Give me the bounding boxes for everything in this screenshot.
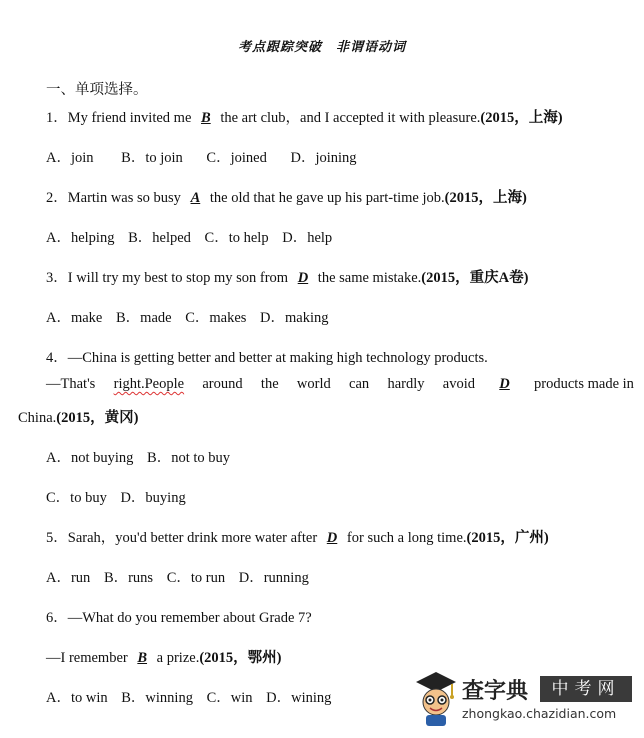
word: the: [260, 376, 279, 392]
question-source: (2015，鄂州): [199, 650, 282, 666]
option-d: D．running: [238, 570, 309, 586]
word: hardly: [387, 376, 425, 392]
answer-blank: D: [499, 376, 510, 392]
word: —That's: [46, 376, 96, 392]
option-c: C．to help: [204, 230, 269, 246]
page-title: 考点跟踪突破 非谓语动词: [237, 39, 406, 54]
question-3: [46, 266, 528, 287]
section-heading: 一、单项选择。: [46, 82, 148, 98]
answer-blank: A: [190, 190, 201, 206]
question-text-post: a prize.: [153, 650, 200, 666]
option-a: A．run: [46, 570, 91, 586]
word: world: [296, 376, 331, 392]
word: around: [202, 376, 243, 392]
question-1-options: [46, 146, 367, 167]
question-2-options: [46, 226, 342, 247]
question-text-pre: I will try my best to stop my son from: [67, 270, 292, 286]
logo-box-text: 中考网: [540, 676, 632, 702]
word: can: [349, 376, 370, 392]
option-b: B．to join: [121, 150, 183, 166]
answer-blank: B: [201, 110, 211, 126]
option-d: D．making: [260, 310, 329, 326]
question-source: (2015，上海): [480, 110, 563, 126]
question-5-options: [46, 566, 319, 587]
question-6-options: [46, 686, 341, 707]
question-4-options-row-1: [46, 446, 240, 467]
question-source: (2015，上海): [444, 190, 527, 206]
option-a: A．not buying: [46, 450, 134, 466]
question-text-pre: My friend invited me: [67, 110, 196, 126]
question-text-post: the same mistake.: [314, 270, 422, 286]
answer-blank: D: [297, 270, 309, 286]
question-6: [46, 606, 312, 627]
option-a: A．helping: [46, 230, 115, 246]
option-c: C．to run: [166, 570, 226, 586]
option-c: C．makes: [185, 310, 247, 326]
question-number: 6．: [46, 610, 68, 626]
question-text-post: the old that he gave up his part-time job.: [206, 190, 445, 206]
option-b: B．not to buy: [147, 450, 231, 466]
option-d: D．joining: [290, 150, 357, 166]
graduate-mascot-icon: [414, 670, 458, 728]
question-3-options: [46, 306, 339, 327]
logo-brand-text: 查字典: [462, 679, 529, 704]
option-d: D．wining: [266, 690, 332, 706]
site-logo: [412, 668, 640, 734]
option-d: D．buying: [120, 490, 186, 506]
question-4: [46, 346, 488, 367]
question-4-line-2: [46, 376, 634, 393]
question-text-pre: —I remember: [46, 650, 132, 666]
question-text-pre: Sarah，you'd better drink more water after: [67, 530, 321, 546]
question-number: 2．: [46, 190, 68, 206]
question-4-options-row-2: [46, 486, 196, 507]
option-b: B．made: [116, 310, 172, 326]
question-6-line-2: [46, 646, 282, 667]
option-b: B．runs: [103, 570, 154, 586]
option-a: A．to win: [46, 690, 108, 706]
question-text-post: for such a long time.: [343, 530, 467, 546]
word: avoid: [442, 376, 475, 392]
question-source: (2015，广州): [466, 530, 549, 546]
logo-url: zhongkao.chazidian.com: [462, 706, 617, 721]
option-a: A．make: [46, 310, 103, 326]
option-d: D．help: [282, 230, 333, 246]
answer-blank: D: [326, 530, 338, 546]
option-c: C．win: [206, 690, 253, 706]
question-text-post: the art club，and I accepted it with pleasure.: [216, 110, 481, 126]
question-source: (2015，黄冈): [56, 410, 139, 426]
option-a: A．join: [46, 150, 94, 166]
question-4-line-3: [18, 406, 138, 427]
question-number: 1．: [46, 110, 68, 126]
question-2: [46, 186, 527, 207]
option-c: C．joined: [206, 150, 267, 166]
question-source: (2015，重庆A卷): [421, 270, 529, 286]
question-dialogue-1: —China is getting better and better at making high technology products.: [67, 350, 488, 366]
option-c: C．to buy: [46, 490, 107, 506]
option-b: B．helped: [128, 230, 191, 246]
question-number: 3．: [46, 270, 68, 286]
question-1: [46, 106, 563, 127]
question-number: 5．: [46, 530, 68, 546]
question-dialogue-1: —What do you remember about Grade 7?: [67, 610, 312, 626]
question-text-wrap: China.: [18, 410, 57, 426]
question-text-tail: products made in: [534, 376, 634, 392]
question-number: 4．: [46, 350, 68, 366]
word: right.People: [113, 376, 185, 392]
answer-blank: B: [137, 650, 148, 666]
question-text-pre: Martin was so busy: [67, 190, 185, 206]
question-5: [46, 526, 549, 547]
option-b: B．winning: [121, 690, 193, 706]
